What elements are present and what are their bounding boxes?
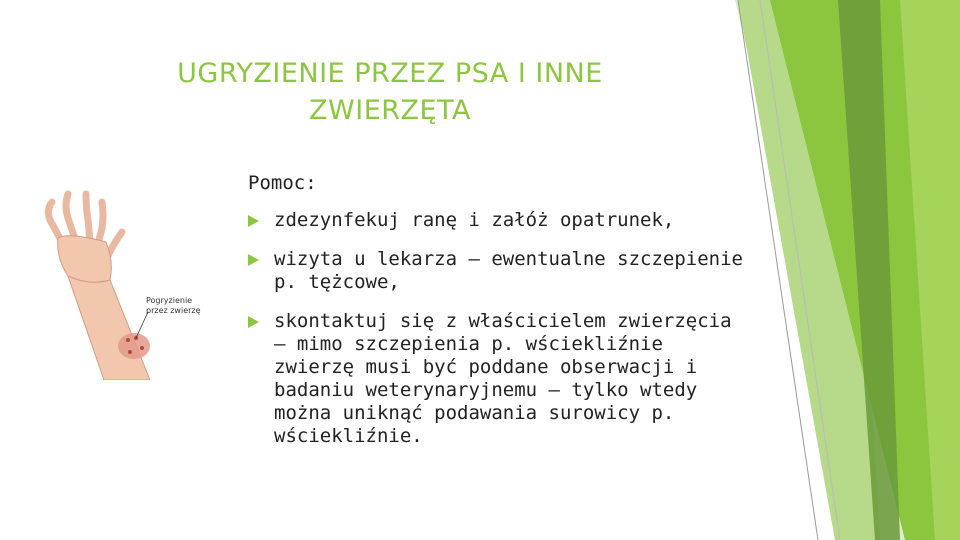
list-item (248, 248, 748, 294)
title-line-1: UGRYZIENIE PRZEZ PSA I INNE (177, 58, 603, 89)
bullet-text: wizyta u lekarza – ewentualne szczepienie p. tężcowe, (274, 248, 743, 293)
bullet-list (248, 209, 748, 448)
illustration-label (146, 296, 201, 316)
list-item (248, 209, 748, 232)
arrow-bullet-icon (248, 215, 259, 227)
lead-text: Pomoc: (248, 172, 317, 194)
arrow-bullet-icon (248, 316, 259, 328)
illustration-label-line-2: przez zwierzę (146, 306, 201, 315)
title-line-2: ZWIERZĘTA (309, 95, 471, 126)
arrow-bullet-icon (248, 254, 259, 266)
illustration-label-line-1: Pogryzienie (146, 296, 193, 305)
bullet-text: skontaktuj się z właścicielem zwierzęcia – mimo szczepienia p. wściekliźnie zwierzę musi być poddane obserwacji i badaniu weterynaryjnemu – tylko wtedy można uniknąć podawania surowicy p. wściekliźnie. (274, 310, 732, 447)
slide-title (130, 55, 650, 129)
slide-content (248, 172, 748, 464)
bullet-text: zdezynfekuj ranę i załóż opatrunek, (274, 209, 675, 231)
list-item (248, 310, 748, 448)
arm-bite-illustration (30, 180, 220, 380)
